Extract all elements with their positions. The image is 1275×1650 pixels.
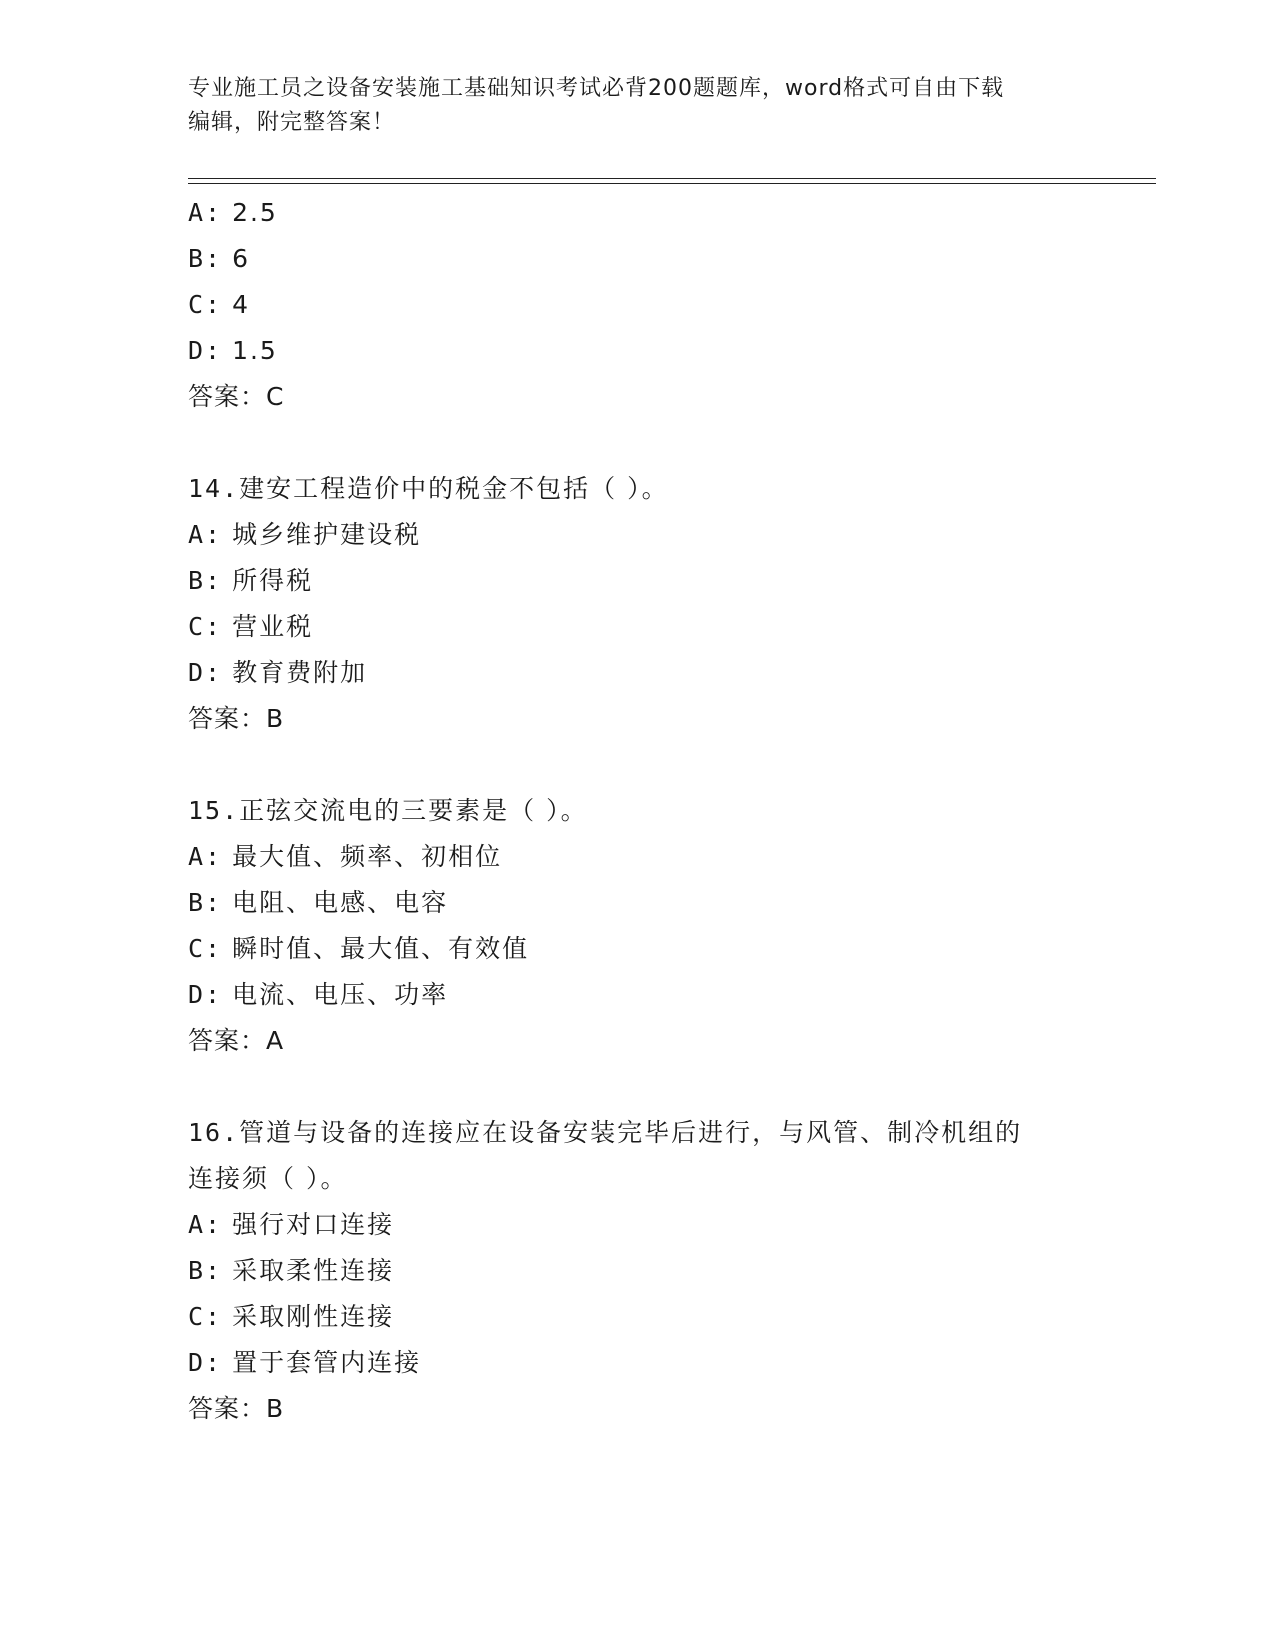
option-text: 采取刚性连接 [232,1302,395,1331]
option-key: B: [188,566,223,595]
answer-line: 答案：B [188,1394,285,1423]
option-key: C: [188,934,223,963]
option-key: D: [188,336,223,365]
option-line [188,328,1088,374]
option-line [188,926,1088,972]
answer-line: 答案：A [188,1026,285,1055]
question-block-13 [188,190,1088,420]
option-key: B: [188,1256,223,1285]
option-text: 最大值、频率、初相位 [232,842,503,871]
question-text: 正弦交流电的三要素是（ ）。 [239,796,588,825]
option-key: A: [188,842,223,871]
question-number: 14. [188,474,240,503]
answer-line: 答案：B [188,704,285,733]
question-stem [188,788,1088,834]
option-line [188,1248,1088,1294]
option-key: C: [188,1302,223,1331]
option-text: 4 [232,290,250,319]
option-key: D: [188,658,223,687]
option-line [188,282,1088,328]
question-stem [188,466,1088,512]
question-text: 建安工程造价中的税金不包括（ ）。 [239,474,669,503]
header-divider-top [188,178,1156,179]
option-line [188,972,1088,1018]
option-line [188,880,1088,926]
option-text: 6 [232,244,250,273]
header-divider-bottom [188,183,1156,184]
question-block-16 [188,1110,1088,1432]
spacer [188,742,1088,788]
option-line [188,604,1088,650]
question-stem-continued: 连接须（ ）。 [188,1164,348,1193]
option-text: 城乡维护建设税 [232,520,422,549]
spacer [188,1064,1088,1110]
question-block-15 [188,788,1088,1064]
option-key: B: [188,244,223,273]
option-line [188,1294,1088,1340]
question-text: 管道与设备的连接应在设备安装完毕后进行，与风管、制冷机组的 [239,1118,1023,1147]
option-line [188,1202,1088,1248]
option-key: D: [188,980,223,1009]
spacer [188,420,1088,466]
option-text: 瞬时值、最大值、有效值 [232,934,530,963]
option-text: 强行对口连接 [232,1210,395,1239]
document-header [188,72,1068,140]
option-text: 营业税 [232,612,314,641]
option-key: A: [188,198,223,227]
option-line [188,190,1088,236]
option-key: A: [188,1210,223,1239]
option-line [188,558,1088,604]
header-line-2: 编辑，附完整答案！ [188,110,396,135]
question-number: 16. [188,1118,240,1147]
option-key: D: [188,1348,223,1377]
question-stem [188,1110,1088,1156]
option-line [188,236,1088,282]
option-text: 所得税 [232,566,314,595]
header-line-1: 专业施工员之设备安装施工基础知识考试必背200题题库，word格式可自由下载 [188,76,1005,101]
option-line [188,1340,1088,1386]
option-text: 2.5 [232,198,278,227]
option-text: 教育费附加 [232,658,368,687]
answer-line: 答案：C [188,382,285,411]
option-text: 采取柔性连接 [232,1256,395,1285]
question-block-14 [188,466,1088,742]
option-key: C: [188,290,223,319]
option-key: A: [188,520,223,549]
option-key: C: [188,612,223,641]
option-key: B: [188,888,223,917]
option-line [188,512,1088,558]
option-line [188,650,1088,696]
question-number: 15. [188,796,240,825]
option-text: 置于套管内连接 [232,1348,422,1377]
option-text: 1.5 [232,336,278,365]
option-line [188,834,1088,880]
question-list [188,190,1088,1432]
option-text: 电阻、电感、电容 [232,888,449,917]
option-text: 电流、电压、功率 [232,980,449,1009]
